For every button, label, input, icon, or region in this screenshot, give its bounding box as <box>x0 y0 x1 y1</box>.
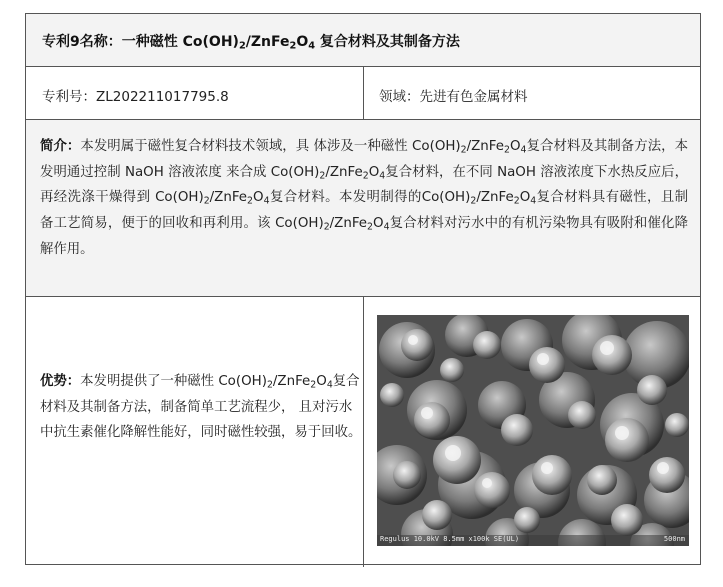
title-label: 专利9名称： <box>42 34 122 50</box>
summary-text: 简介：本发明属于磁性复合材料技术领域，具 体涉及一种磁性 $Co(OH)_2/ZnFe_2O_4$复合材料及其制备方法，本发明通过控制 NaOH 溶液浓度 来合成 $Co(OH)_2/ZnFe_2O_4$复合材料，在不同 NaOH 溶液浓度下水热反应后，再经洗涤干燥得到 $Co(OH)_2/ZnFe_2O_4$复合材料。本发明制得的$Co(OH)_2/ZnFe_2O_4$复合材料具有磁性，且制备工艺简易，便于的回收和再利用。该 $Co(OH)_2/ZnFe_2O_4$复合材料对污水中的有机污染物具有吸附和催化降解作用。 <box>40 139 689 257</box>
patent-title: 专利9名称：一种磁性 $Co(OH)_2/ZnFe_2O_4$ 复合材料及其制备方法 <box>42 34 460 52</box>
summary-label: 简介： <box>40 139 81 154</box>
sem-micrograph <box>377 315 689 546</box>
info-divider <box>363 67 364 120</box>
advantage-text: 优势：本发明提供了一种磁性 $Co(OH)_2/ZnFe_2O_4$复合材料及其制备方法，制备简单工艺流程少， 且对污水中抗生素催化降解性能好，同时磁性较强，易于回收。 <box>40 374 362 441</box>
advantage-divider <box>363 297 364 567</box>
sem-micrograph-image <box>377 315 689 546</box>
advantage-label: 优势： <box>40 374 81 389</box>
patent-number: 专利号：ZL202211017795.8 <box>42 89 229 105</box>
summary-row <box>26 119 700 296</box>
advantage-row <box>26 296 700 566</box>
patent-field: 领域：先进有色金属材料 <box>379 89 528 105</box>
sem-scale-bar: 500nm <box>663 535 685 543</box>
sem-caption: Regulus 10.0kV 8.5mm x100k SE(UL) <box>380 535 520 543</box>
title-row <box>26 14 700 66</box>
patent-info-table <box>25 13 701 565</box>
info-row <box>26 66 700 119</box>
